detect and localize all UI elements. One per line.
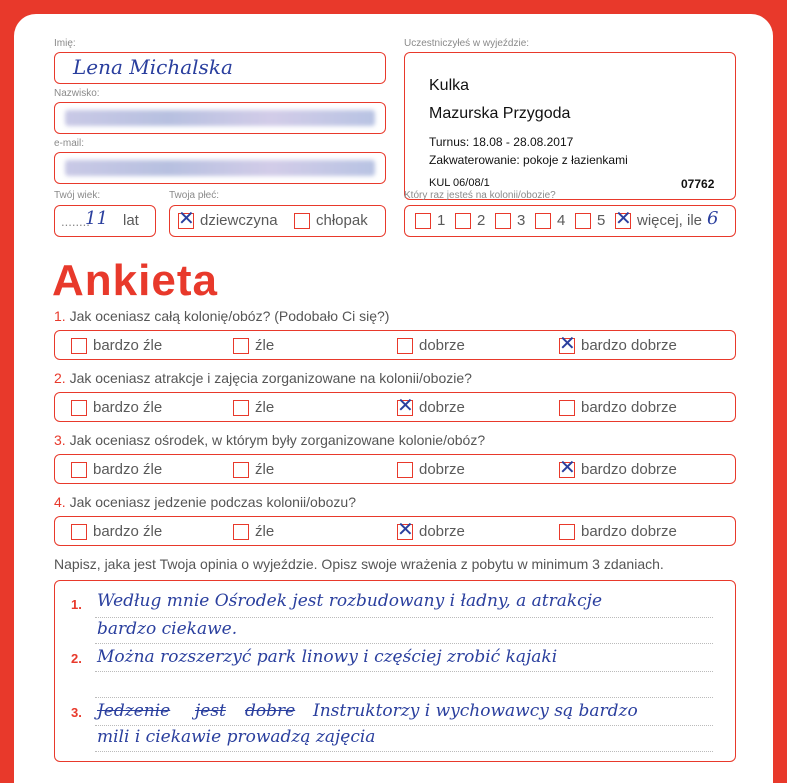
answer-option[interactable] [397,399,465,417]
ruled-line [95,697,713,698]
checkbox[interactable] [495,213,511,229]
answer-label: dobrze [419,523,465,541]
imie-label: Imię: [54,38,76,49]
ktory-option-1[interactable]: 1 [415,212,445,230]
checkbox[interactable] [71,462,87,478]
email-field[interactable] [54,152,386,184]
plec-label: Twoja płeć: [169,190,220,201]
trip-zakwaterowanie: Zakwaterowanie: pokoje z łazienkami [429,153,628,167]
ruled-line [95,725,713,726]
answer-label: źle [255,523,275,541]
opinion-prompt: Napisz, jaka jest Twoja opinia o wyjeździe. Opisz swoje wrażenia z pobytu w minimum 3 zdaniach. [54,556,664,572]
question-1-answers [54,330,736,360]
answer-option[interactable] [71,399,162,417]
answer-label: źle [255,399,275,417]
email-label: e-mail: [54,138,85,149]
plec-option-dziewczyna[interactable]: ✕dziewczyna [178,212,278,230]
checkbox[interactable] [415,213,431,229]
checkbox[interactable] [233,338,249,354]
answer-option[interactable] [397,523,465,541]
ktory-option-5[interactable]: 5 [575,212,605,230]
trip-line1: Kulka [429,77,470,94]
checkbox-checked[interactable] [178,213,194,229]
wiek-field[interactable] [54,205,156,237]
answer-option[interactable] [559,523,677,541]
question-number: 4. [54,494,66,510]
question-4-text [54,494,356,510]
nazwisko-field[interactable] [54,102,386,134]
opinion-box[interactable] [54,580,736,762]
struck-word-2: jest [195,701,226,721]
checkbox[interactable] [559,400,575,416]
opinion-line-2: bardzo ciekawe. [97,619,238,639]
answer-option[interactable] [559,337,677,355]
checkbox[interactable] [397,338,413,354]
plec-option-chlopak[interactable]: chłopak [294,212,368,230]
ktory-more-value: 6 [707,208,719,229]
answer-label: źle [255,461,275,479]
checkbox[interactable] [233,524,249,540]
answer-label: bardzo źle [93,399,163,417]
answer-option[interactable] [233,523,274,541]
answer-option[interactable] [71,461,162,479]
ruled-line [95,751,713,752]
question-label: Jak oceniasz jedzenie podczas kolonii/obozu? [69,494,356,510]
survey-sheet [14,14,773,783]
trip-turnus: Turnus: 18.08 - 28.08.2017 [429,135,574,149]
answer-option[interactable] [397,337,465,355]
question-number: 3. [54,432,66,448]
ruled-line [95,643,713,644]
wiek-label: Twój wiek: [54,190,101,201]
checkbox[interactable] [397,462,413,478]
struck-word-1: Jedzenie [97,701,171,721]
nazwisko-label: Nazwisko: [54,88,100,99]
ktory-field [404,205,736,237]
answer-option[interactable] [559,399,677,417]
ruled-line [95,671,713,672]
checkbox[interactable] [71,524,87,540]
checkbox[interactable] [535,213,551,229]
question-3-answers [54,454,736,484]
ruled-line [95,617,713,618]
wiek-unit: lat [123,212,139,229]
imie-value: Lena Michalska [73,55,233,79]
ktory-option-more[interactable]: ✕ więcej, ile [615,212,702,230]
wiek-dots: ........ [61,214,90,229]
answer-option[interactable] [397,461,465,479]
answer-label: źle [255,337,275,355]
opinion-num-1: 1. [71,597,82,612]
question-2-answers [54,392,736,422]
checkbox[interactable] [71,338,87,354]
question-4-answers [54,516,736,546]
question-1-text [54,308,389,324]
trip-box [404,52,736,200]
answer-option[interactable] [233,399,274,417]
checkbox-checked[interactable] [397,400,413,416]
answer-label: bardzo dobrze [581,523,677,541]
checkbox-checked[interactable] [559,462,575,478]
answer-label: bardzo dobrze [581,337,677,355]
opinion-line-4: Instruktorzy i wychowawcy są bardzo [313,701,638,721]
checkbox-checked[interactable] [559,338,575,354]
answer-label: bardzo źle [93,461,163,479]
trip-code: KUL 06/08/1 [429,177,490,189]
opinion-line-5: mili i ciekawie prowadzą zajęcia [97,727,376,747]
checkbox[interactable] [559,524,575,540]
checkbox[interactable] [71,400,87,416]
answer-option[interactable] [71,337,162,355]
answer-option[interactable] [233,337,274,355]
trip-number: 07762 [681,177,715,191]
imie-field[interactable] [54,52,386,84]
answer-label: bardzo dobrze [581,399,677,417]
question-label: Jak oceniasz ośrodek, w którym były zorganizowane kolonie/obóz? [69,432,486,448]
answer-label: bardzo źle [93,523,163,541]
ktory-option-3[interactable]: 3 [495,212,525,230]
checkbox[interactable] [233,400,249,416]
wiek-value: 11 [85,208,108,229]
question-number: 1. [54,308,66,324]
struck-word-3: dobre [245,701,296,721]
answer-option[interactable] [559,461,677,479]
ktory-option-2[interactable]: 2 [455,212,485,230]
page-title: Ankieta [52,256,218,305]
answer-label: dobrze [419,337,465,355]
answer-label: bardzo źle [93,337,163,355]
checkbox[interactable] [575,213,591,229]
checkbox[interactable] [455,213,471,229]
trip-line2: Mazurska Przygoda [429,105,571,122]
opinion-line-3: Można rozszerzyć park linowy i częściej zrobić kajaki [97,647,558,667]
checkbox-checked[interactable] [615,213,631,229]
checkbox-checked[interactable] [397,524,413,540]
question-label: Jak oceniasz całą kolonię/obóz? (Podobało Ci się?) [69,308,390,324]
trip-label: Uczestniczyłeś w wyjeździe: [404,38,530,49]
opinion-line-1: Według mnie Ośrodek jest rozbudowany i ładny, a atrakcje [97,591,603,611]
answer-label: bardzo dobrze [581,461,677,479]
checkbox[interactable] [294,213,310,229]
opinion-num-2: 2. [71,651,82,666]
ktory-option-4[interactable]: 4 [535,212,565,230]
answer-label: dobrze [419,461,465,479]
answer-label: dobrze [419,399,465,417]
answer-option[interactable] [71,523,162,541]
question-label: Jak oceniasz atrakcje i zajęcia zorganizowane na kolonii/obozie? [69,370,472,386]
redacted-surname [65,110,375,126]
plec-field [169,205,386,237]
redacted-email [65,160,375,176]
question-3-text [54,432,485,448]
question-number: 2. [54,370,66,386]
ktory-label: Który raz jesteś na kolonii/obozie? [404,190,556,201]
opinion-num-3: 3. [71,705,82,720]
answer-option[interactable] [233,461,274,479]
checkbox[interactable] [233,462,249,478]
question-2-text [54,370,472,386]
